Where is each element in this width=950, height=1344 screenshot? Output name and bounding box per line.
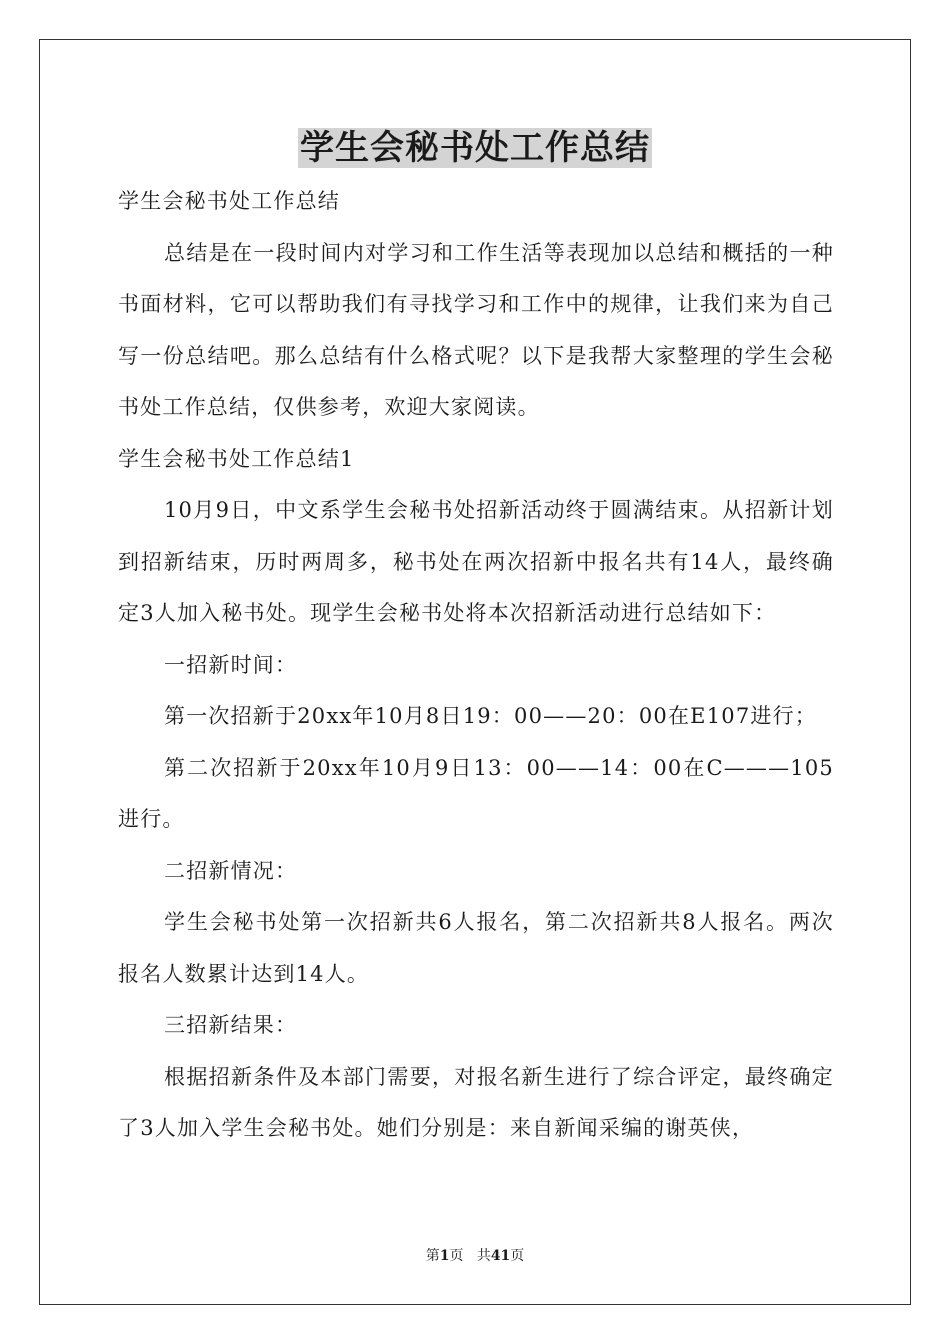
footer-page-number: 1 [439, 1248, 450, 1264]
paragraph-subtitle: 学生会秘书处工作总结 [118, 189, 340, 213]
paragraph-heading-time: 一招新时间： [164, 652, 298, 677]
paragraph-second-session: 第二次招新于20xx年10月9日13：00——14：00在C———105进行。 [118, 755, 834, 831]
paragraph-section-heading: 学生会秘书处工作总结1 [118, 446, 355, 471]
footer-total-pages: 41 [490, 1248, 511, 1264]
footer-total-suffix: 页 [510, 1248, 525, 1264]
document-body [118, 176, 834, 1155]
paragraph-situation: 学生会秘书处第一次招新共6人报名，第二次招新共8人报名。两次报名人数累计达到14人。 [118, 910, 834, 986]
page-footer [0, 1246, 950, 1266]
paragraph-result: 根据招新条件及本部门需要，对报名新生进行了综合评定，最终确定了3人加入学生会秘书处。她们分别是：来自新闻采编的谢英侠， [118, 1064, 834, 1140]
paragraph-heading-result: 三招新结果： [164, 1013, 298, 1037]
paragraph-intro: 总结是在一段时间内对学习和工作生活等表现加以总结和概括的一种书面材料，它可以帮助我们有寻找学习和工作中的规律，让我们来为自己写一份总结吧。那么总结有什么格式呢？以下是我帮大家整理的学生会秘书处工作总结，仅供参考，欢迎大家阅读。 [118, 240, 834, 419]
paragraph-overview: 10月9日，中文系学生会秘书处招新活动终于圆满结束。从招新计划到招新结束，历时两周多，秘书处在两次招新中报名共有14人，最终确定3人加入秘书处。现学生会秘书处将本次招新活动进行总结如下： [118, 498, 834, 625]
paragraph-first-session: 第一次招新于20xx年10月8日19：00——20：00在E107进行； [164, 704, 817, 728]
footer-total-prefix: 共 [476, 1248, 491, 1264]
footer-page-prefix: 第 [425, 1248, 440, 1264]
paragraph-heading-situation: 二招新情况： [164, 858, 298, 883]
footer-page-suffix: 页 [449, 1248, 464, 1264]
document-title-text: 学生会秘书处工作总结 [300, 128, 650, 168]
document-title [0, 124, 950, 172]
